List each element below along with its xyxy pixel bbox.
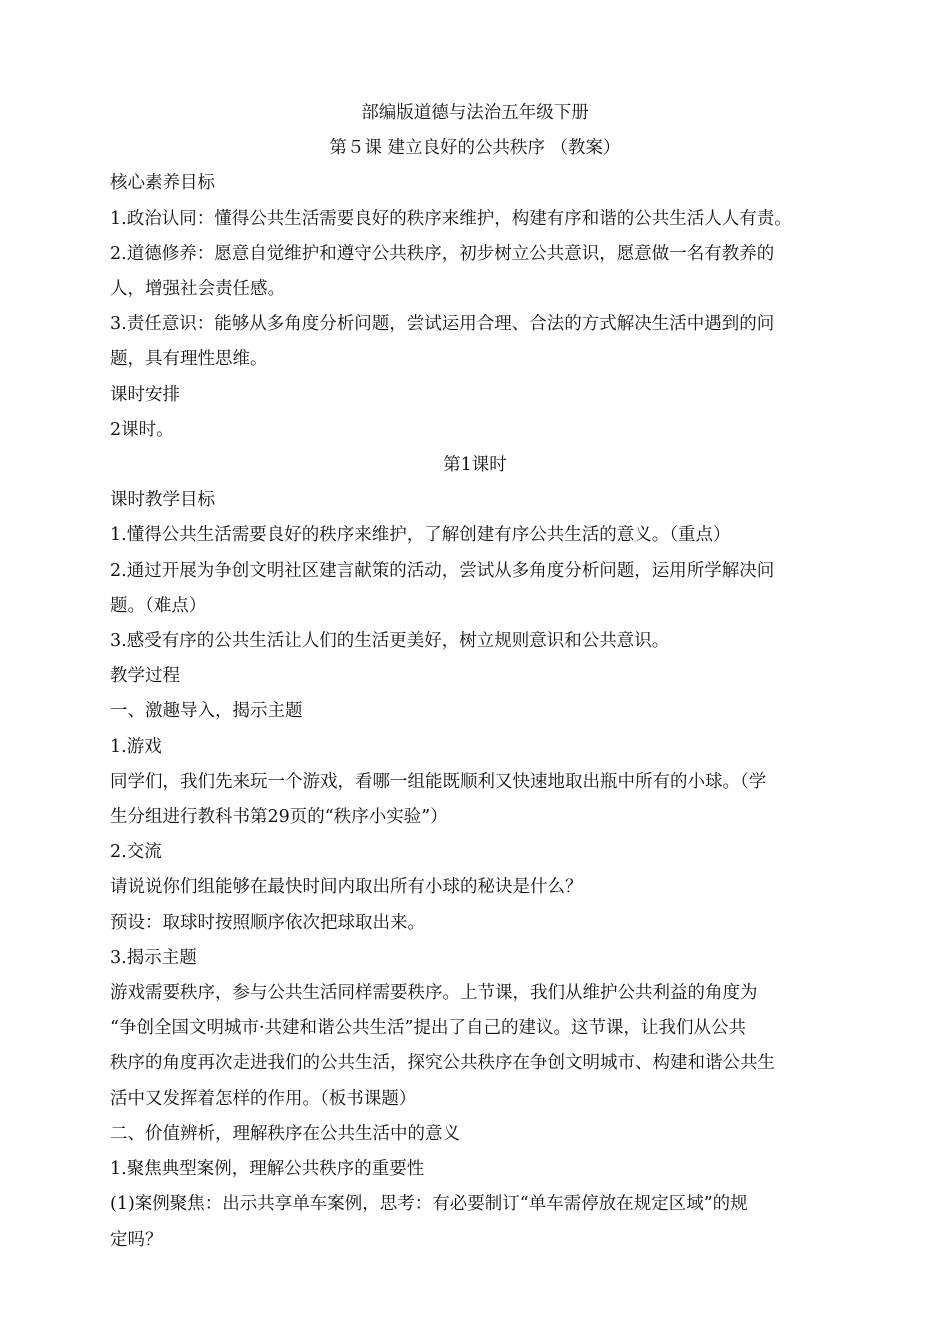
heading-lesson-goals: 课时教学目标	[110, 490, 215, 511]
paragraph-line: 同学们，我们先来玩一个游戏，看哪一组能既顺利又快速地取出瓶中所有的小球。（学	[110, 771, 767, 792]
lesson-label: 第1课时	[443, 455, 507, 476]
subheading: 2.交流	[110, 842, 162, 863]
subheading: 3.揭示主题	[110, 947, 197, 968]
subheading: 1.聚焦典型案例，理解公共秩序的重要性	[110, 1159, 425, 1180]
section-heading: 二、价值辨析，理解秩序在公共生活中的意义	[110, 1123, 460, 1144]
paragraph-line: 预设：取球时按照顺序依次把球取出来。	[110, 912, 425, 933]
paragraph-line: 2.道德修养：愿意自觉维护和遵守公共秩序，初步树立公共意识，愿意做一名有教养的	[110, 243, 775, 264]
paragraph-line: 秩序的角度再次走进我们的公共生活，探究公共秩序在争创文明城市、构建和谐公共生	[110, 1053, 775, 1074]
paragraph-line: 人，增强社会责任感。	[110, 279, 285, 300]
paragraph-line: 题。（难点）	[110, 595, 207, 616]
paragraph-line: 请说说你们组能够在最快时间内取出所有小球的秘诀是什么？	[110, 877, 583, 898]
paragraph-line: 题，具有理性思维。	[110, 349, 268, 370]
section-heading: 一、激趣导入，揭示主题	[110, 701, 303, 722]
paragraph-line: 游戏需要秩序，参与公共生活同样需要秩序。上节课，我们从维护公共利益的角度为	[110, 983, 758, 1004]
document-title: 部编版道德与法治五年级下册	[361, 103, 589, 123]
paragraph-line: 定吗？	[110, 1229, 163, 1250]
paragraph-line: (1)案例聚焦：出示共享单车案例，思考：有必要制订“单车需停放在规定区域”的规	[110, 1194, 748, 1215]
paragraph-line: 1.政治认同：懂得公共生活需要良好的秩序来维护，构建有序和谐的公共生活人人有责。	[110, 208, 792, 229]
paragraph-line: 3.感受有序的公共生活让人们的生活更美好，树立规则意识和公共意识。	[110, 631, 670, 652]
paragraph-line: “争创全国文明城市·共建和谐公共生活”提出了自己的建议。这节课，让我们从公共	[110, 1018, 746, 1039]
paragraph-line: 活中又发挥着怎样的作用。（板书课题）	[110, 1088, 417, 1109]
paragraph-line: 2.通过开展为争创文明社区建言献策的活动，尝试从多角度分析问题，运用所学解决问	[110, 560, 775, 581]
paragraph-line: 3.责任意识：能够从多角度分析问题，尝试运用合理、合法的方式解决生活中遇到的问	[110, 314, 775, 335]
document-subtitle: 第５课 建立良好的公共秩序 （教案）	[329, 138, 621, 159]
subheading: 1.游戏	[110, 736, 162, 757]
paragraph-line: 2课时。	[110, 419, 174, 440]
heading-process: 教学过程	[110, 666, 180, 687]
heading-schedule: 课时安排	[110, 384, 180, 405]
paragraph-line: 1.懂得公共生活需要良好的秩序来维护，了解创建有序公共生活的意义。（重点）	[110, 525, 731, 546]
heading-core-goals: 核心素养目标	[110, 173, 215, 194]
paragraph-line: 生分组进行教科书第29页的“秩序小实验”）	[110, 807, 448, 828]
